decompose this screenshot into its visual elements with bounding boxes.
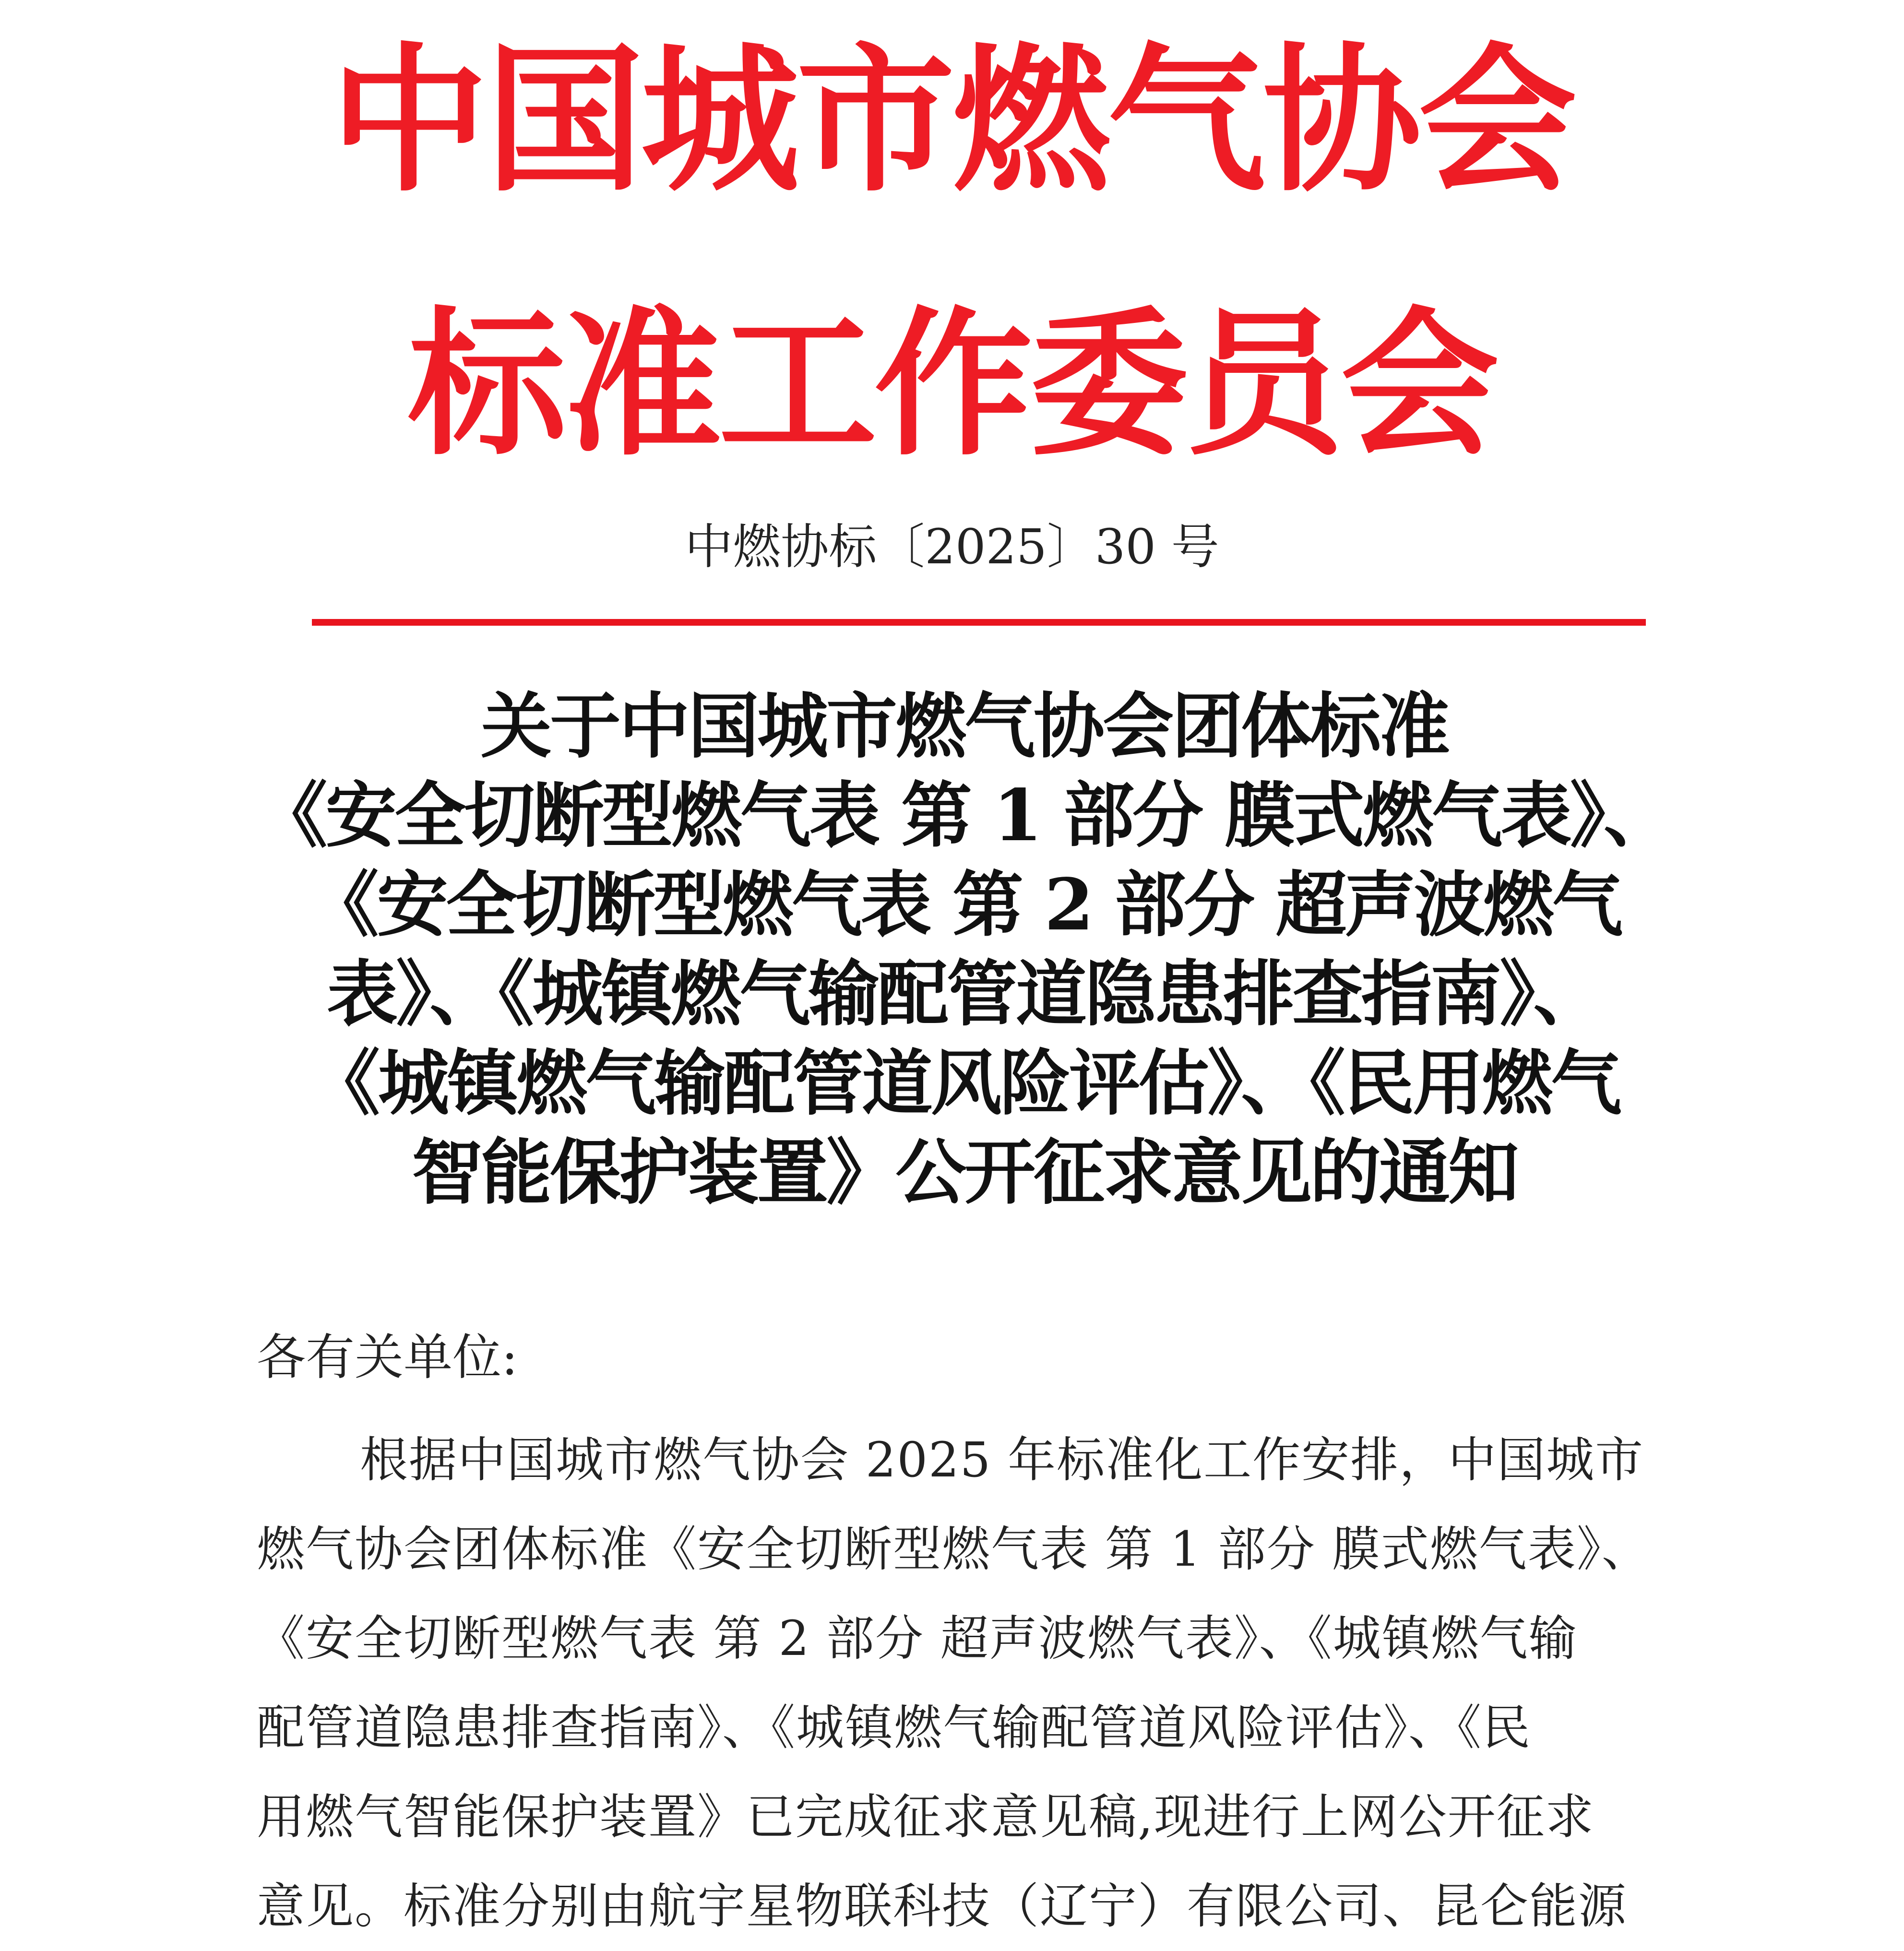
- title-line-5: 《城镇燃气输配管道风险评估》、《民用燃气: [309, 1041, 1620, 1125]
- body-line-3: 《安全切断型燃气表 第 2 部分 超声波燃气表》、《城镇燃气输: [257, 1610, 1578, 1666]
- red-divider-rule: [312, 619, 1646, 626]
- body-line-1: 根据中国城市燃气协会 2025 年标准化工作安排，中国城市: [360, 1432, 1644, 1488]
- org-name-line2: 标准工作委员会: [408, 291, 1496, 477]
- title-line-6: 智能保护装置》公开征求意见的通知: [412, 1130, 1517, 1214]
- body-line-2: 燃气协会团体标准《安全切断型燃气表 第 1 部分 膜式燃气表》、: [257, 1521, 1651, 1577]
- body-line-6: 意见。标准分别由航宇星物联科技（辽宁）有限公司、昆仑能源: [257, 1878, 1627, 1934]
- body-line-5: 用燃气智能保护装置》已完成征求意见稿,现进行上网公开征求: [257, 1789, 1595, 1845]
- title-line-2: 《安全切断型燃气表 第 1 部分 膜式燃气表》、: [256, 773, 1673, 857]
- notice-title: [250, 681, 1679, 1217]
- org-name-line1: 中国城市燃气协会: [330, 27, 1574, 213]
- title-line-3: 《安全切断型燃气表 第 2 部分 超声波燃气: [308, 863, 1621, 946]
- salutation: 各有关单位:: [257, 1329, 518, 1386]
- title-line-1: 关于中国城市燃气协会团体标准: [481, 684, 1448, 768]
- body-line-4: 配管道隐患排查指南》、《城镇燃气输配管道风险评估》、《民: [257, 1700, 1531, 1756]
- body-paragraph: [257, 1416, 1677, 1951]
- title-line-4: 表》、《城镇燃气输配管道隐患排查指南》、: [327, 952, 1602, 1035]
- document-number: 中燃协标〔2025〕30 号: [685, 519, 1219, 575]
